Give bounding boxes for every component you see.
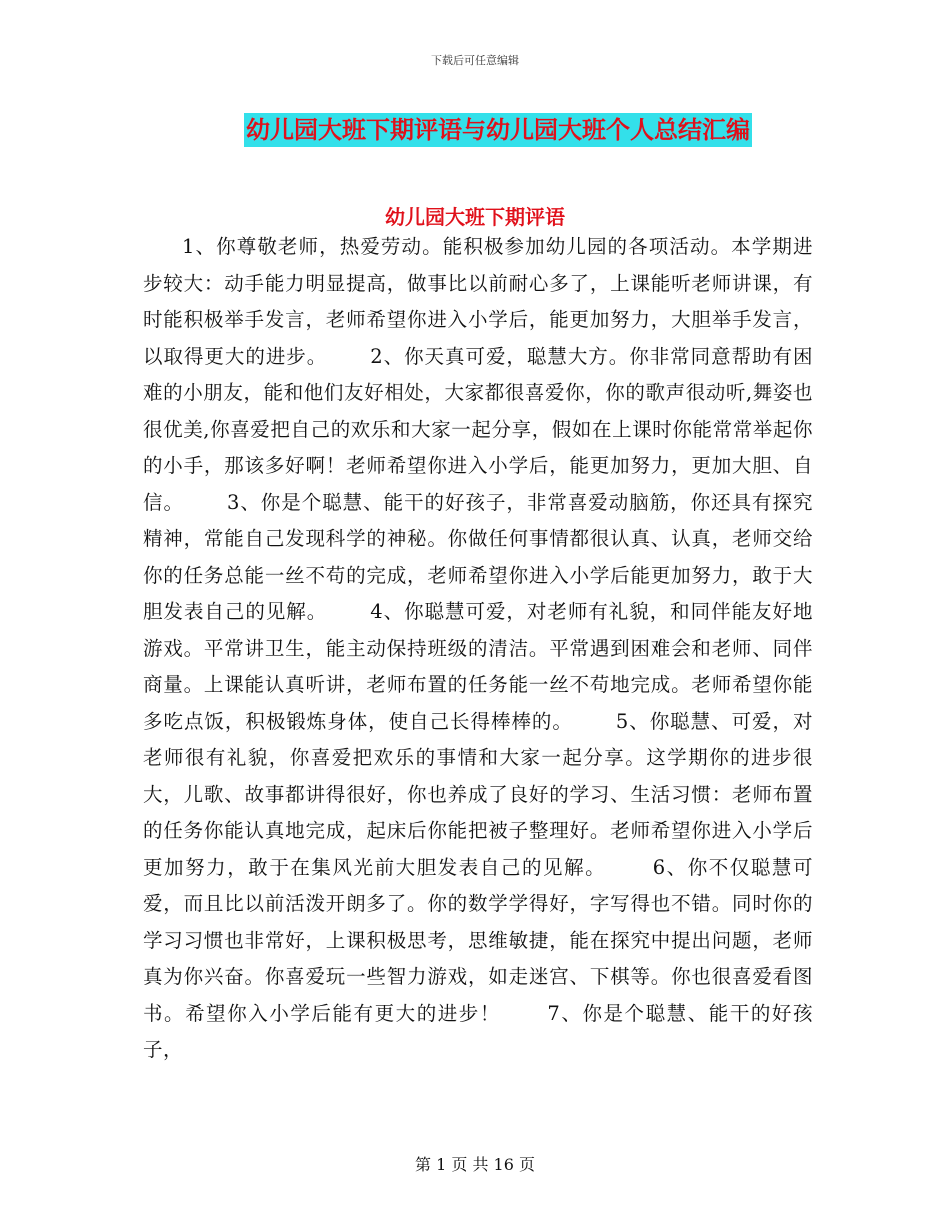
page-number-footer: 第 1 页 共 16 页 <box>415 1155 535 1174</box>
body-paragraph: 1、你尊敬老师，热爱劳动。能积极参加幼儿园的各项活动。本学期进步较大：动手能力明显提高，做事比以前耐心多了，上课能听老师讲课，有时能积极举手发言，老师希望你进入小学后，能更加努力，大胆举手发言，以取得更大的进步。 2、你天真可爱，聪慧大方。你非常同意帮助有困难的小朋友，能和他们友好相处，大家都很喜爱你，你的歌声很动听,舞姿也很优美,你喜爱把自己的欢乐和大家一起分享，假如在上课时你能常常举起你的小手，那该多好啊！老师希望你进入小学后，能更加努力，更加大胆、自信。 3、你是个聪慧、能干的好孩子，非常喜爱动脑筋，你还具有探究精神，常能自己发现科学的神秘。你做任何事情都很认真、认真，老师交给你的任务总能一丝不苟的完成，老师希望你进入小学后能更加努力，敢于大胆发表自己的见解。 4、你聪慧可爱，对老师有礼貌，和同伴能友好地游戏。平常讲卫生，能主动保持班级的清洁。平常遇到困难会和老师、同伴商量。上课能认真听讲，老师布置的任务能一丝不苟地完成。老师希望你能多吃点饭，积极锻炼身体，使自己长得棒棒的。 5、你聪慧、可爱，对老师很有礼貌，你喜爱把欢乐的事情和大家一起分享。这学期你的进步很大，儿歌、故事都讲得很好，你也养成了良好的学习、生活习惯：老师布置的任务你能认真地完成，起床后你能把被子整理好。老师希望你进入小学后更加努力，敢于在集风光前大胆发表自己的见解。 6、你不仅聪慧可爱，而且比以前活泼开朗多了。你的数学学得好，字写得也不错。同时你的学习习惯也非常好，上课积极思考，思维敏捷，能在探究中提出问题，老师真为你兴奋。你喜爱玩一些智力游戏，如走迷宫、下棋等。你也很喜爱看图书。希望你入小学后能有更大的进步！ 7、你是个聪慧、能干的好孩子， <box>143 235 813 1061</box>
page-header-note: 下载后可任意编辑 <box>431 54 519 67</box>
section-title: 幼儿园大班下期评语 <box>385 205 565 229</box>
main-title-container <box>0 113 950 147</box>
main-title: 幼儿园大班下期评语与幼儿园大班个人总结汇编 <box>244 113 752 147</box>
